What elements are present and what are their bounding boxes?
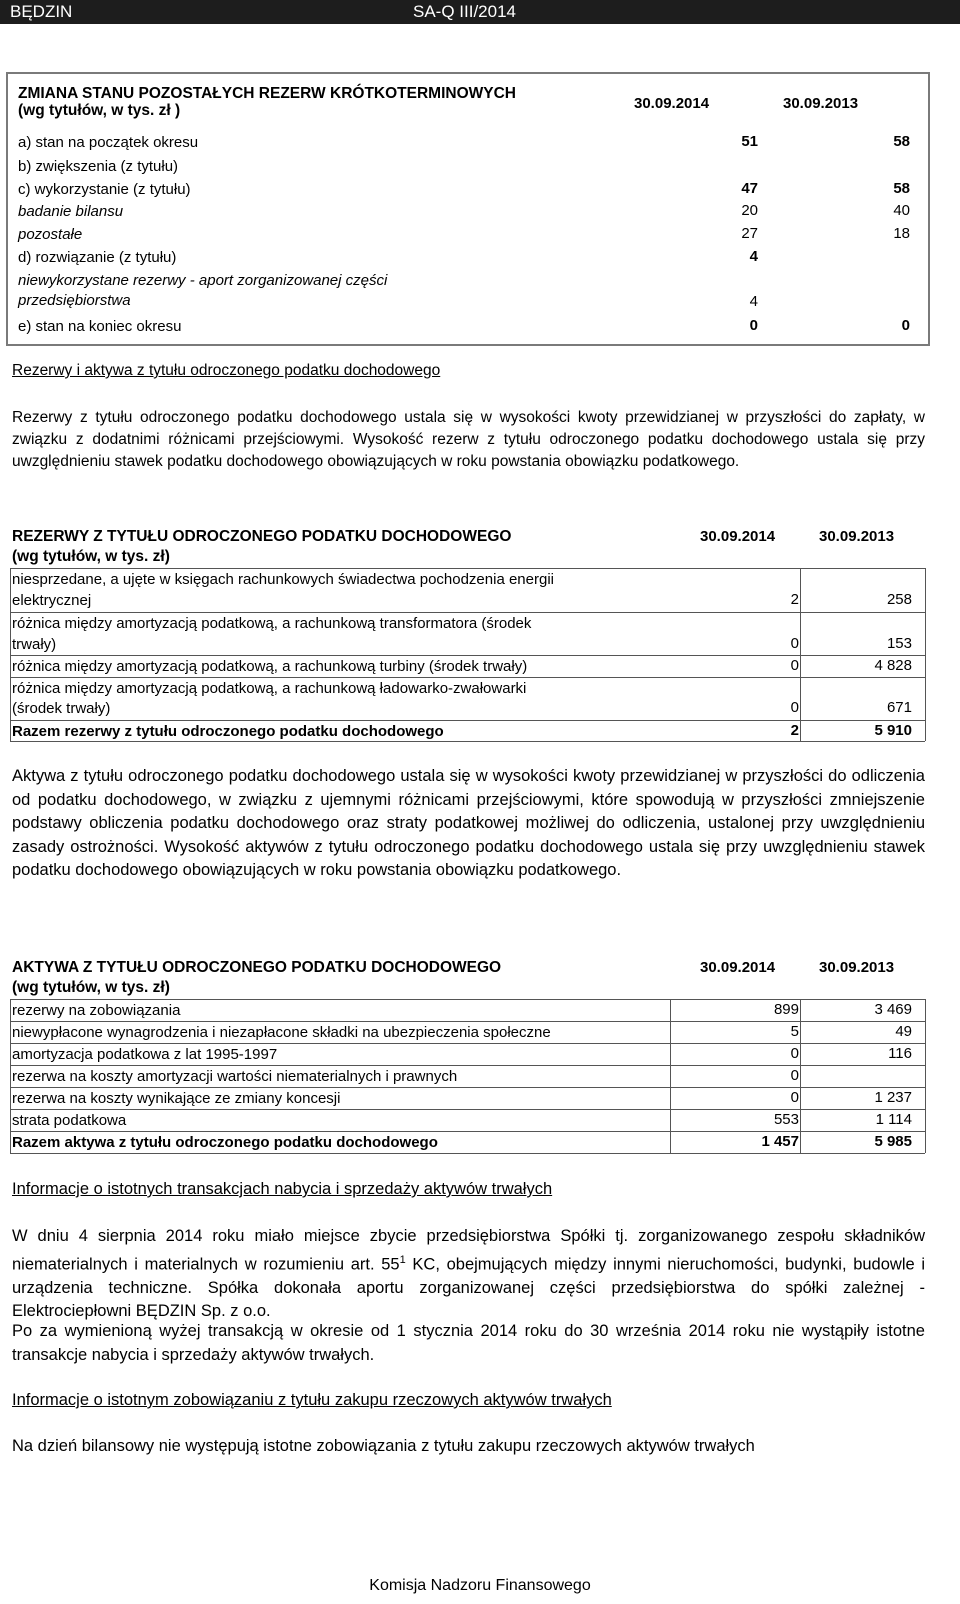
table3-row-v2: 116 [888, 1045, 912, 1062]
table2-row-v1: 0 [790, 699, 799, 716]
table2-row-v1: 0 [790, 657, 799, 674]
table2-row-v1: 2 [790, 591, 799, 608]
table3-line [10, 1065, 925, 1066]
table3-line [10, 1153, 925, 1154]
table3-total-label: Razem aktywa z tytułu odroczonego podatku dochodowego [12, 1134, 438, 1151]
table3-row-v2: 1 114 [875, 1111, 912, 1128]
table3-row-label: rezerwa na koszty amortyzacji wartości niematerialnych i prawnych [12, 1068, 458, 1085]
table3-row-label: niewypłacone wynagrodzenia i niezapłacone składki na ubezpieczenia społeczne [12, 1024, 551, 1041]
transactions-text-part-b: KC, obejmujących między innymi nieruchomości, budynki, budowle i urządzenia techniczne. Spółka dokonała aportu zorganizowanej części przedsiębiorstwa do spółki zależnej - Elektrociepłowni BĘDZIN Sp. z o.o. [12, 1255, 925, 1320]
header-report-id: SA-Q III/2014 [413, 2, 516, 21]
table1-row-label: b) zwiększenia (z tytułu) [18, 158, 179, 175]
table3-row-v2: 3 469 [874, 1001, 912, 1018]
table1-row-label: c) wykorzystanie (z tytułu) [18, 181, 191, 198]
table2-row-label: niesprzedane, a ujęte w księgach rachunkowych świadectwa pochodzenia energii [12, 571, 554, 588]
table2-row-v2: 4 828 [874, 657, 912, 674]
table3-col1: 30.09.2014 [700, 959, 776, 976]
table3-row-v1: 553 [773, 1111, 799, 1128]
table1-row-v1: 4 [749, 248, 758, 265]
table3-total-v1: 1 457 [761, 1133, 799, 1150]
table2-row-label-cont: elektrycznej [12, 592, 92, 609]
table3-line [10, 999, 11, 1153]
table3-row-v1: 0 [790, 1045, 799, 1062]
table3-row-v1: 899 [773, 1001, 799, 1018]
table3-row-v2: 49 [895, 1023, 912, 1040]
table2-line [10, 677, 925, 678]
table3-line [800, 999, 801, 1153]
section-asset-transactions-title: Informacje o istotnych transakcjach nabycia i sprzedaży aktywów trwałych [12, 1180, 553, 1198]
section-asset-transactions-text-2: Po za wymienioną wyżej transakcją w okresie od 1 stycznia 2014 roku do 30 września 2014 roku nie wystąpiły istotne transakcje nabycia i sprzedaży aktywów trwałych. [12, 1322, 925, 1364]
table1-row-v2: 58 [893, 133, 910, 150]
table2-total-v2: 5 910 [874, 722, 912, 739]
table1-row-v1: 47 [741, 180, 758, 197]
table1-row-label: d) rozwiązanie (z tytułu) [18, 249, 177, 266]
table3-line [10, 1109, 925, 1110]
section-deferred-tax-title: Rezerwy i aktywa z tytułu odroczonego podatku dochodowego [12, 362, 441, 379]
table2-row-label-cont: trwały) [12, 636, 57, 653]
table2-col2: 30.09.2013 [819, 528, 895, 545]
table3-line [10, 1087, 925, 1088]
table3-row-v1: 0 [790, 1089, 799, 1106]
table1-row-v1: 4 [749, 293, 758, 310]
table1-col2: 30.09.2013 [783, 95, 859, 112]
table3-line [10, 1131, 925, 1132]
table1-unit: (wg tytułów, w tys. zł ) [18, 102, 181, 119]
table3-line [10, 1043, 925, 1044]
table2-total-label: Razem rezerwy z tytułu odroczonego podatku dochodowego [12, 723, 444, 740]
table2-row-v2: 153 [886, 635, 912, 652]
table1-row-label: badanie bilansu [18, 203, 124, 220]
table2-line [800, 568, 801, 741]
table1-col1: 30.09.2014 [634, 95, 710, 112]
table2-row-label: różnica między amortyzacją podatkową, a rachunkową ładowarko-zwałowarki [12, 680, 527, 697]
table2-col1: 30.09.2014 [700, 528, 776, 545]
table3-total-v2: 5 985 [874, 1133, 912, 1150]
table3-row-label: strata podatkowa [12, 1112, 127, 1129]
table2-line [10, 568, 11, 741]
table3-title: AKTYWA Z TYTUŁU ODROCZONEGO PODATKU DOCHODOWEGO [12, 959, 502, 976]
table2-line [10, 741, 925, 742]
article-superscript: 1 [399, 1253, 406, 1266]
footer-authority: Komisja Nadzoru Finansowego [369, 1577, 591, 1594]
table2-row-v2: 258 [886, 591, 912, 608]
transactions-text-part-a: W dniu 4 sierpnia 2014 roku miało miejsce zbycie przedsiębiorstwa Spółki tj. zorganizowanego zespołu składników niematerialnych i materialnych w rozumieniu art. 55 [12, 1227, 925, 1273]
table1-row-label: pozostałe [18, 226, 83, 243]
table3-row-label: amortyzacja podatkowa z lat 1995-1997 [12, 1046, 278, 1063]
table1-title: ZMIANA STANU POZOSTAŁYCH REZERW KRÓTKOTERMINOWYCH [18, 85, 516, 102]
table2-title: REZERWY Z TYTUŁU ODROCZONEGO PODATKU DOCHODOWEGO [12, 528, 512, 545]
table3-line [10, 1021, 925, 1022]
section-deferred-assets-text: Aktywa z tytułu odroczonego podatku dochodowego ustala się w wysokości kwoty przewidzianej w przyszłości do odliczenia od podatku dochodowego, w związku z ujemnymi różnicami przejściowymi, które spowodują w przyszłości zmniejszenie podstawy obliczenia podatku dochodowego oraz straty podatkowej możliwej do odliczenia, ustalonej przy uwzględnieniu zasady ostrożności. Wysokość aktywów z tytułu odroczonego podatku dochodowego ustala się przy uwzględnieniu stawek podatku dochodowego obowiązujących w roku powstania obowiązku podatkowego. [12, 767, 925, 879]
section-commitments-text: Na dzień bilansowy nie występują istotne zobowiązania z tytułu zakupu rzeczowych aktywów trwałych [12, 1437, 755, 1455]
table2-line [10, 655, 925, 656]
table1-row-v2: 0 [901, 317, 910, 334]
table1-row-label-cont: przedsiębiorstwa [18, 292, 131, 309]
table1-row-v1: 20 [741, 202, 758, 219]
table1-row-v2: 40 [893, 202, 910, 219]
table1-row-v2: 58 [893, 180, 910, 197]
table2-row-label-cont: (środek trwały) [12, 700, 111, 717]
table1-row-label: a) stan na początek okresu [18, 134, 199, 151]
table3-row-v1: 5 [790, 1023, 799, 1040]
table1-row-label: niewykorzystane rezerwy - aport zorganizowanej części [18, 272, 388, 289]
section-commitments-title: Informacje o istotnym zobowiązaniu z tytułu zakupu rzeczowych aktywów trwałych [12, 1391, 612, 1409]
table3-line [670, 999, 671, 1153]
table2-line [10, 568, 925, 569]
table3-col2: 30.09.2013 [819, 959, 895, 976]
table3-unit: (wg tytułów, w tys. zł) [12, 979, 170, 996]
table1-row-v1: 51 [741, 133, 758, 150]
table2-line [925, 568, 926, 741]
table3-line [925, 999, 926, 1153]
table3-row-label: rezerwa na koszty wynikające ze zmiany koncesji [12, 1090, 341, 1107]
header-company: BĘDZIN [10, 2, 73, 21]
table1-row-v1: 0 [749, 317, 758, 334]
table3-line [10, 999, 925, 1000]
table1-row-v1: 27 [741, 225, 758, 242]
table2-row-label: różnica między amortyzacją podatkową, a rachunkową transformatora (środek [12, 615, 532, 632]
table3-row-v1: 0 [790, 1067, 799, 1084]
table3-row-v2: 1 237 [874, 1089, 912, 1106]
table2-row-label: różnica między amortyzacją podatkową, a rachunkową turbiny (środek trwały) [12, 658, 528, 675]
table1-row-label: e) stan na koniec okresu [18, 318, 182, 335]
section-asset-transactions-text [12, 1225, 925, 1324]
table2-unit: (wg tytułów, w tys. zł) [12, 548, 170, 565]
table1-row-v2: 18 [893, 225, 910, 242]
section-deferred-tax-text: Rezerwy z tytułu odroczonego podatku dochodowego ustala się w wysokości kwoty przewidzianej w przyszłości do zapłaty, w związku z dodatnimi różnicami przejściowymi. Wysokość rezerw z tytułu odroczonego podatku dochodowego ustala się przy uwzględnieniu stawek podatku dochodowego obowiązujących w roku powstania obowiązku podatkowego. [12, 409, 925, 470]
table3-row-label: rezerwy na zobowiązania [12, 1002, 181, 1019]
document-header [0, 0, 960, 24]
table2-total-v1: 2 [790, 722, 799, 739]
table2-line [10, 720, 925, 721]
table2-row-v2: 671 [886, 699, 912, 716]
provisions-table [6, 72, 930, 346]
table2-line [10, 612, 925, 613]
table2-row-v1: 0 [790, 635, 799, 652]
